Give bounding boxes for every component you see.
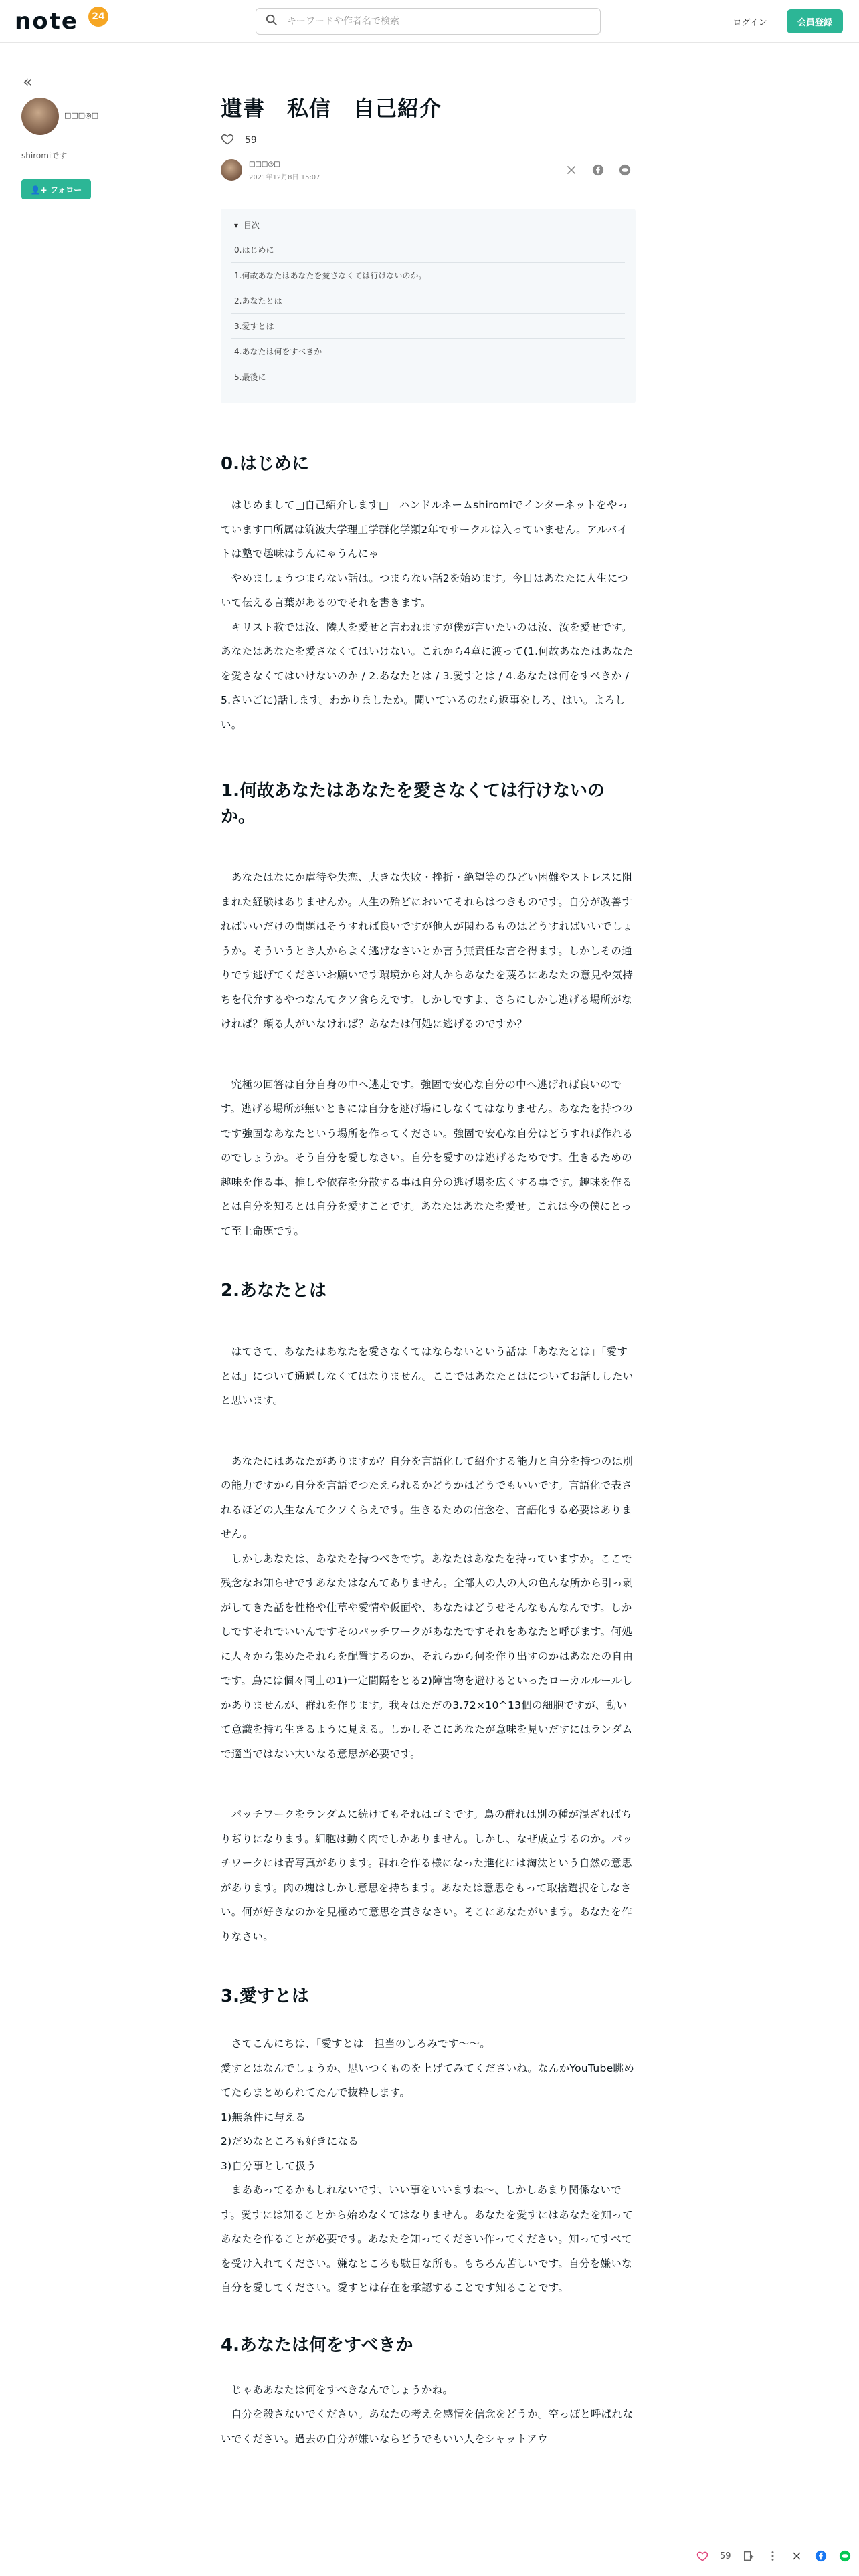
paragraph: 愛すとはなんでしょうか、思いつくものを上げてみてくださいね。なんかYouTube眺めてたらまとめられてたんで抜粋します。	[221, 2062, 635, 2099]
article-meta	[221, 158, 636, 186]
like-count: 59	[720, 2551, 731, 2561]
x-share-icon[interactable]	[790, 2549, 803, 2563]
follow-button[interactable]	[21, 179, 91, 199]
paragraph: はてさて、あなたはあなたを愛さなくてはならないという話は「あなたとは」「愛すとは」について通過しなくてはなりません。ここではあなたとはについてお話ししたいと思います。	[221, 1346, 634, 1406]
publish-date: 2021年12月8日 15:07	[249, 174, 320, 181]
share-buttons	[565, 163, 632, 177]
section-what-to-do	[221, 2333, 636, 2452]
toc-label: 目次	[244, 221, 260, 230]
facebook-share-icon[interactable]	[591, 163, 605, 177]
note-logo[interactable]: note	[15, 8, 78, 35]
paragraph: さてこんにちは、「愛すとは」担当のしろみです〜〜。	[221, 2038, 491, 2050]
author-avatar[interactable]	[21, 98, 59, 135]
section-heading: 2.あなたとは	[221, 1281, 326, 1301]
section-heading: 3.愛すとは	[221, 1986, 309, 2006]
toc-item[interactable]: 4.あなたは何をすべきか	[231, 339, 625, 364]
toc-item[interactable]: 3.愛すとは	[231, 314, 625, 339]
list-item: 1)無条件に与える	[221, 2111, 306, 2123]
toc-item[interactable]: 1.何故あなたはあなたを愛さなくては行けないのか。	[231, 263, 625, 288]
toc-item[interactable]: 5.最後に	[234, 372, 266, 382]
line-share-icon[interactable]	[618, 163, 632, 177]
list-item: 2)だめなところも好きになる	[221, 2135, 359, 2147]
section-heading: 4.あなたは何をすべきか	[221, 2335, 413, 2355]
author-bio: shiromiです	[21, 151, 68, 160]
like-row	[221, 132, 636, 148]
article-title: 遺書 私信 自己紹介	[221, 96, 442, 121]
more-options-icon[interactable]	[766, 2549, 779, 2563]
collapse-sidebar-icon[interactable]: «	[23, 72, 33, 91]
toc-item[interactable]: 2.あなたとは	[231, 288, 625, 314]
toc-item[interactable]: 0.はじめに	[231, 237, 625, 263]
section-heading: 0.はじめに	[221, 454, 309, 474]
chevron-down-icon: ▾	[234, 220, 239, 230]
login-button[interactable]: ログイン	[723, 9, 777, 33]
paragraph: まああってるかもしれないです、いい事をいいますね〜、しかしあまり関係ないです。愛すには知ることから始めなくてはなりません。あなたを愛すにはあなたを知ってあなたを作ることが必要です。あなたを知ってください作ってください。知ってすべてを受け入れてください。嫌なところも駄目な所も。もちろん苦しいです。自分を嫌いな自分を愛してください。愛すとは存在を承認することです知ることです。	[221, 2184, 633, 2294]
section-why	[221, 778, 636, 1243]
paragraph: やめましょうつまらない話は。つまらない話2を始めます。今日はあなたに人生について伝える言葉があるのでそれを書きます。	[221, 572, 629, 609]
x-share-icon[interactable]	[565, 163, 578, 177]
toc-header[interactable]	[234, 219, 625, 231]
section-love	[221, 1983, 636, 2300]
meta-author-name[interactable]: □□□◎□	[249, 160, 280, 168]
paragraph: あなたはなにか虐待や失恋、大きな失敗・挫折・絶望等のひどい困難やストレスに阻まれた経験はありませんか。人生の殆どにおいてそれらはつきものです。自分が改善すればいいだけの問題はそうすれば良いですが他人が関わるものはどうすればいいでしょうか。そういうとき人からよく逃げなさいとか言う無責任な言を得ます。しかしその通りです逃げてくださいお願いです環境から対人からあなたを蔑ろにあなたの意見や気持ちを代弁するやつなんてクソ食らえです。しかしですよ、さらにしかし逃げる場所がなければ？頼る人がいなければ？あなたは何処に逃げるのですか？	[221, 871, 634, 1030]
heart-icon[interactable]	[696, 2549, 709, 2563]
person-plus-icon: 👤+	[30, 185, 50, 195]
paragraph: しかしあなたは、あなたを持つべきです。あなたはあなたを持っていますか。ここで残念なお知らせですあなたはなんてありません。全部人の人の人の色んな所から引っ剥がしてきた話を性格や仕草や愛情や仮面や、あなたはどうせそんなもんなんです。しかしですそれでいいんですそのパッチワークがあなたですそれをあなたと呼びます。何処に人々から集めたそれらを配置するのか、それらから何を作り出すのかはあなたの自由です。鳥には個々同士の1)一定間隔をとる2)障害物を避けるといったローカルルールしかありませんが、群れを作ります。我々はただの3.72×10^13個の細胞ですが、動いて意識を持ち生きるように見える。しかしそこにあなたが意味を見いだすにはランダムで適当ではない大いなる意思が必要です。	[221, 1552, 634, 1760]
magazine-add-icon[interactable]	[742, 2549, 755, 2563]
site-header	[0, 0, 859, 43]
floating-action-bar	[696, 2544, 859, 2568]
paragraph: 究極の回答は自分自身の中へ逃走です。強固で安心な自分の中へ逃げれば良いのです。逃げる場所が無いときには自分を逃げ場にしなくてはなりません。あなたを持つのです強固なあなたという場所を作ってください。強固で安心な自分はどうすれば作れるのでしょうか。そう自分を愛しなさい。自分を愛すのは逃げるためです。生きるための趣味を作る事、推しや依存を分散する事は自分の逃げ場を広くする事です。趣味を作るとは自分を知るとは自分を愛すことです。あなたはあなたを愛せ。これは今の僕にとって至上命題です。	[221, 1078, 634, 1237]
facebook-share-icon[interactable]	[814, 2549, 828, 2563]
anniversary-badge-icon: 24	[88, 7, 108, 27]
article	[221, 94, 636, 2451]
table-of-contents	[221, 209, 636, 403]
author-name[interactable]: □□□◎□	[64, 111, 99, 120]
signup-button[interactable]: 会員登録	[787, 9, 843, 33]
paragraph: 自分を殺さないでください。あなたの考えを感情を信念をどうか。空っぽと呼ばれないでください。過去の自分が嫌いならどうでもいい人をシャットアウ	[221, 2408, 634, 2445]
paragraph: じゃああなたは何をすべきなんでしょうかね。	[221, 2383, 454, 2396]
list-item: 3)自分事として扱う	[221, 2159, 316, 2172]
section-intro	[221, 451, 636, 737]
section-you	[221, 1278, 636, 1949]
paragraph: はじめまして□自己紹介します□ ハンドルネームshiromiでインターネットをやっています□所属は筑波大学理工学群化学類2年でサークルは入っていません。アルバイトは塾で趣味はうんにゃうんにゃ	[221, 499, 628, 560]
paragraph: パッチワークをランダムに続けてもそれはゴミです。鳥の群れは別の種が混ざればちりぢりになります。細胞は動く肉でしかありません。しかし、なぜ成立するのか。パッチワークには青写真があります。群れを作る様になった進化には淘汰という自然の意思があります。肉の塊はしかし意思を持ちます。あなたは意思をもって取捨選択をしなさい。何が好きなのかを見極めて意思を貫きなさい。そこにあなたがいます。あなたを作りなさい。	[221, 1808, 633, 1943]
heart-icon[interactable]	[221, 132, 234, 148]
line-share-icon[interactable]	[838, 2549, 852, 2563]
search-box[interactable]	[256, 8, 601, 35]
paragraph: あなたにはあなたがありますか？自分を言語化して紹介する能力と自分を持つのは別の能力ですから自分を言語でつたえられるかどうかはどうでもいいです。言語化で表されるほどの人生なんてクソくらえです。生きるための信念を、言語化する必要はありません。	[221, 1455, 634, 1540]
like-count: 59	[245, 135, 257, 146]
author-avatar-small[interactable]	[221, 159, 242, 181]
paragraph: キリスト教では汝、隣人を愛せと言われますが僕が言いたいのは汝、汝を愛せです。あなたはあなたを愛さなくてはいけない。これから4章に渡って(1.何故あなたはあなたを愛さなくてはいけないのか / 2.あなたとは / 3.愛すとは / 4.あなたは何をすべきか / 5.さいごに)話します。わかりましたか。聞いているのなら返事をしろ、はい。よろしい。	[221, 621, 634, 731]
follow-label: フォロー	[50, 185, 82, 195]
search-input[interactable]	[287, 16, 581, 27]
search-icon	[266, 14, 278, 29]
section-heading: 1.何故あなたはあなたを愛さなくては行けないのか。	[221, 781, 605, 827]
